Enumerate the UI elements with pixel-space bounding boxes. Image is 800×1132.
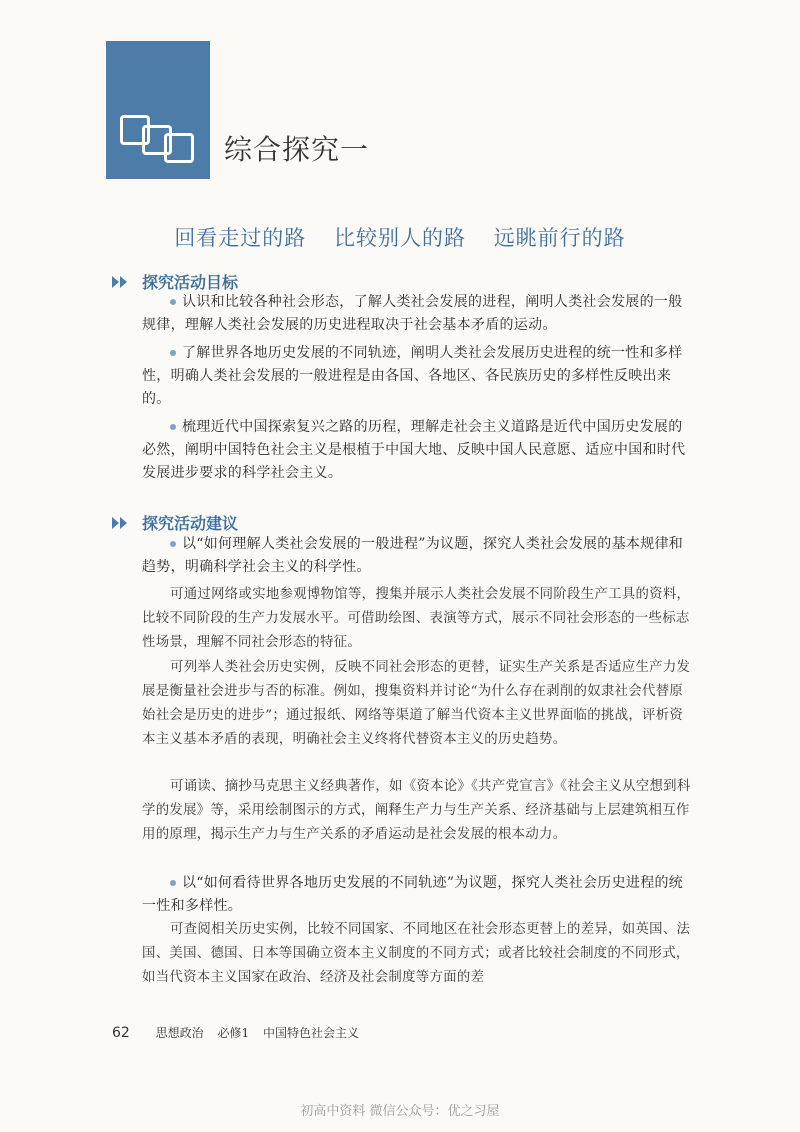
bullet-icon (170, 299, 176, 305)
section-heading-text: 探究活动建议 (142, 514, 239, 533)
goal-paragraph (142, 342, 694, 411)
paragraph-text: 认识和比较各种社会形态，了解人类社会发展的进程，阐明人类社会发展的一般规律，理解人类社会发展的历史进程取决于社会基本矛盾的运动。 (142, 294, 683, 333)
suggestion-bullet (142, 872, 694, 918)
subtitle-part: 远眺前行的路 (493, 226, 626, 250)
suggestion-paragraph: 可查阅相关历史实例，比较不同国家、不同地区在社会形态更替上的差异，如英国、法国、美国、德国、日本等国确立资本主义制度的不同方式；或者比较社会制度的不同形式，如当代资本主义国家在政治、经济及社会制度等方面的差 (142, 922, 691, 985)
footer-book: 中国特色社会主义 (262, 1026, 359, 1040)
goal-paragraph (142, 416, 694, 485)
suggestion-paragraph: 可诵读、摘抄马克思主义经典著作，如《资本论》《共产党宣言》《社会主义从空想到科学的发展》等，采用绘制图示的方式，阐释生产力与生产关系、经济基础与上层建筑相互作用的原理，揭示生产力与生产关系的矛盾运动是社会发展的根本动力。 (142, 779, 691, 842)
subtitle (0, 222, 800, 252)
paragraph-text: 了解世界各地历史发展的不同轨迹，阐明人类社会发展历史进程的统一性和多样性，明确人类社会发展的一般进程是由各国、各地区、各民族历史的多样性反映出来的。 (142, 345, 683, 407)
footer-subject: 思想政治 (155, 1026, 204, 1040)
bullet-icon (170, 541, 176, 547)
goal-paragraph (142, 291, 694, 337)
square-icon (164, 133, 194, 163)
bullet-icon (170, 424, 176, 430)
section-heading-goals (112, 270, 238, 293)
section-heading-text: 探究活动目标 (142, 273, 239, 292)
watermark-text: 初高中资料 微信公众号：优之习屋 (300, 1104, 500, 1119)
page-footer (112, 1024, 369, 1041)
suggestion-bullet (142, 533, 694, 579)
paragraph-text: 以“如何看待世界各地历史发展的不同轨迹”为议题，探究人类社会历史进程的统一性和多样性。 (142, 875, 684, 914)
double-arrow-icon (112, 276, 128, 288)
suggestion-paragraph: 可列举人类社会历史实例，反映不同社会形态的更替，证实生产关系是否适应生产力发展是衡量社会进步与否的标准。例如，搜集资料并讨论“为什么存在剥削的奴隶社会代替原始社会是历史的进步”；通过报纸、网络等渠道了解当代资本主义世界面临的挑战，评析资本主义基本矛盾的表现，明确社会主义终将代替资本主义的历史趋势。 (142, 660, 691, 747)
subtitle-part: 比较别人的路 (334, 226, 466, 250)
bullet-icon (170, 880, 176, 886)
bullet-icon (170, 350, 176, 356)
double-arrow-icon (112, 517, 128, 529)
paragraph-text: 梳理近代中国探索复兴之路的历程，理解走社会主义道路是近代中国历史发展的必然，阐明中国特色社会主义是根植于中国大地、反映中国人民意愿、适应中国和时代发展进步要求的科学社会主义。 (142, 419, 686, 481)
footer-volume: 必修1 (217, 1026, 250, 1040)
page-number: 62 (112, 1025, 130, 1041)
section-heading-suggestions (112, 511, 238, 534)
suggestion-paragraph: 可通过网络或实地参观博物馆等，搜集并展示人类社会发展不同阶段生产工具的资料，比较不同阶段的生产力发展水平。可借助绘图、表演等方式，展示不同社会形态的一些标志性场景，理解不同社会形态的特征。 (142, 587, 691, 650)
paragraph-text: 以“如何理解人类社会发展的一般进程”为议题，探究人类社会发展的基本规律和趋势，明确科学社会主义的科学性。 (142, 536, 684, 575)
chapter-logo-block (106, 41, 210, 179)
subtitle-part: 回看走过的路 (174, 226, 307, 250)
chapter-title: 综合探究一 (224, 133, 370, 166)
